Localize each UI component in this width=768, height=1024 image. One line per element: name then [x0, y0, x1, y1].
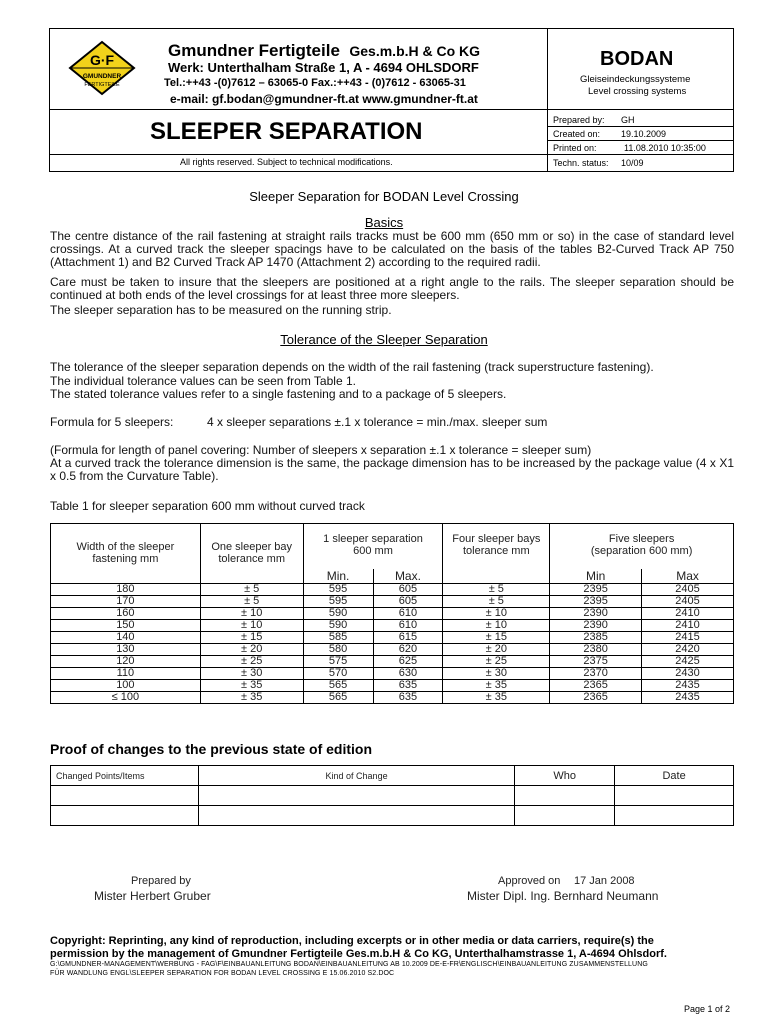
col-changed-points: Changed Points/Items — [51, 766, 199, 786]
tolerance-table — [50, 523, 734, 704]
table-cell: 635 — [373, 691, 443, 703]
prepared-by-sig-label: Prepared by — [131, 875, 191, 887]
table-cell: 160 — [51, 607, 201, 619]
table-cell: 2430 — [642, 667, 734, 679]
table-cell: ± 5 — [200, 583, 303, 595]
approved-on-label: Approved on — [498, 875, 561, 887]
sub-min: Min. — [303, 569, 373, 584]
header-divider — [547, 28, 548, 172]
table-cell: 2385 — [550, 631, 642, 643]
table-cell: 590 — [303, 607, 373, 619]
tolerance-title: Tolerance of the Sleeper Separation — [280, 332, 488, 347]
approved-by-name: Mister Dipl. Ing. Bernhard Neumann — [467, 889, 659, 903]
header-one-bay: One sleeper bay tolerance mm — [200, 524, 303, 584]
table-cell: 2420 — [642, 643, 734, 655]
sub-min-five: Min — [550, 569, 642, 584]
company-phone-fax: Tel.:++43 -(0)7612 – 63065-0 Fax.:++43 - (0)7612 - 63065-31 — [164, 77, 466, 89]
copyright-line-2: permission by the management of Gmundner Fertigteile Ges.m.b.H & Co KG, Unterthalhamstrasse 1, A-4694 Ohlsdorf. — [50, 948, 667, 960]
tolerance-text-2: The individual tolerance values can be seen from Table 1. — [50, 374, 356, 388]
table-cell: 100 — [51, 679, 201, 691]
table-cell: 590 — [303, 619, 373, 631]
sub-max-five: Max — [642, 569, 734, 584]
company-name: Gmundner Fertigteile Ges.m.b.H & Co KG — [168, 41, 481, 60]
table-cell: 2390 — [550, 619, 642, 631]
document-title: SLEEPER SEPARATION — [150, 118, 423, 145]
page-number: Page 1 of 2 — [684, 1004, 731, 1014]
printed-on-label: Printed on: — [553, 143, 597, 153]
table-caption: Table 1 for sleeper separation 600 mm without curved track — [50, 499, 365, 513]
brand-subtitle-en: Level crossing systems — [588, 86, 687, 97]
table-cell: ± 10 — [200, 619, 303, 631]
table-cell: 610 — [373, 619, 443, 631]
table-cell: 610 — [373, 607, 443, 619]
table-cell: 595 — [303, 595, 373, 607]
company-address: Werk: Unterthalham Straße 1, A - 4694 OHLSDORF — [168, 60, 479, 75]
table-cell: 2395 — [550, 583, 642, 595]
company-logo — [62, 40, 142, 106]
sub-max: Max. — [373, 569, 443, 584]
table-cell: ± 35 — [443, 691, 550, 703]
table-cell: 2405 — [642, 583, 734, 595]
brand-name: BODAN — [600, 48, 674, 70]
table-cell: 2405 — [642, 595, 734, 607]
table-cell: ± 35 — [200, 691, 303, 703]
table-cell: 605 — [373, 595, 443, 607]
curved-track-text: At a curved track the tolerance dimension is the same, the package dimension has to be increased by the package value (4 x X1 x 0.5 from the Curvature Table). — [50, 456, 734, 484]
table-cell: ± 30 — [443, 667, 550, 679]
basics-paragraph: The centre distance of the rail fastening at straight rails tracks must be 600 mm (650 mm or so) in the case of standard level crossings. At a curved track the sleeper spacings have to be calculated on the basis of the tables B2-Curved Track AP 750 (Attachment 1) and B2 Curved Track AP 1470 (Attachment 2) according to the required radii. — [50, 229, 734, 270]
header-four-bays: Four sleeper bays tolerance mm — [443, 524, 550, 584]
document-heading: Sleeper Separation for BODAN Level Crossing — [249, 189, 519, 204]
tolerance-text-1: The tolerance of the sleeper separation depends on the width of the rail fastening (track superstructure fastening). — [50, 360, 654, 374]
company-suffix: Ges.m.b.H & Co KG — [349, 43, 481, 59]
table-cell: 2415 — [642, 631, 734, 643]
table-cell: 2395 — [550, 595, 642, 607]
table-cell: 625 — [373, 655, 443, 667]
table-row — [51, 595, 734, 607]
table-cell: ± 10 — [200, 607, 303, 619]
header-five-sleepers: Five sleepers (separation 600 mm) — [550, 524, 734, 569]
table-cell: 2365 — [550, 679, 642, 691]
prepared-by-label: Prepared by: — [553, 115, 605, 125]
table-cell: ± 10 — [443, 619, 550, 631]
techn-status-value: 10/09 — [621, 158, 644, 168]
table-cell: 2375 — [550, 655, 642, 667]
table-cell: 2410 — [642, 619, 734, 631]
table-cell: 565 — [303, 679, 373, 691]
table-cell: 620 — [373, 643, 443, 655]
table-cell: 635 — [373, 679, 443, 691]
table-cell: 150 — [51, 619, 201, 631]
table-cell: 170 — [51, 595, 201, 607]
basics-paragraph-3: The sleeper separation has to be measured on the running strip. — [50, 303, 392, 317]
header-width: Width of the sleeper fastening mm — [51, 524, 201, 584]
table-cell: 630 — [373, 667, 443, 679]
table-cell: 2390 — [550, 607, 642, 619]
table-cell: 605 — [373, 583, 443, 595]
table-row — [51, 679, 734, 691]
table-cell: ± 35 — [443, 679, 550, 691]
table-cell: ± 10 — [443, 607, 550, 619]
table-cell: 120 — [51, 655, 201, 667]
col-date: Date — [615, 766, 734, 786]
rights-notice: All rights reserved. Subject to technical modifications. — [180, 157, 393, 167]
meta-divider — [547, 140, 734, 141]
table-cell: ± 15 — [443, 631, 550, 643]
table-cell: ± 15 — [200, 631, 303, 643]
table-row — [51, 643, 734, 655]
changes-title: Proof of changes to the previous state of edition — [50, 741, 373, 757]
copyright-line-1: Copyright: Reprinting, any kind of reproduction, including excerpts or in other media or data carriers, require(s) the — [50, 935, 654, 947]
logo-line1: GMUNDNER — [82, 73, 122, 80]
brand-subtitle-de: Gleiseindeckungssysteme — [580, 74, 691, 85]
table-cell: ± 35 — [200, 679, 303, 691]
table-cell: ± 20 — [443, 643, 550, 655]
prepared-by-value: GH — [621, 115, 635, 125]
table-cell: 615 — [373, 631, 443, 643]
table-row — [51, 691, 734, 703]
table-row — [51, 607, 734, 619]
header-divider — [49, 109, 734, 110]
table-cell: ± 20 — [200, 643, 303, 655]
table-cell: 585 — [303, 631, 373, 643]
changes-table — [50, 765, 734, 826]
logo-line2: FERTIGTEILE — [84, 82, 120, 88]
created-on-value: 19.10.2009 — [621, 129, 667, 139]
changes-row — [51, 786, 734, 806]
formula-label: Formula for 5 sleepers: — [50, 415, 174, 429]
changes-row — [51, 806, 734, 826]
prepared-by-sig-name: Mister Herbert Gruber — [94, 889, 211, 903]
col-who: Who — [515, 766, 615, 786]
file-path-line-1: G:\GMUNDNER-MANAGEMENT\WERBUNG - FAG\F\EINBAUANLEITUNG BODAN\EINBAUANLEITUNG AB 10.2009 DE-E-FR\ENGLISCH\EINBAUANLEITUNG ZUSAMMENSTELLUNG — [50, 961, 648, 968]
basics-title: Basics — [364, 215, 404, 230]
table-cell: ± 5 — [200, 595, 303, 607]
tolerance-text-3: The stated tolerance values refer to a single fastening and to a package of 5 sleepers. — [50, 387, 507, 401]
table-cell: 110 — [51, 667, 201, 679]
meta-divider — [547, 126, 734, 127]
created-on-label: Created on: — [553, 129, 601, 139]
table-cell: 2435 — [642, 691, 734, 703]
table-cell: 2370 — [550, 667, 642, 679]
table-cell: ± 25 — [200, 655, 303, 667]
header-separation: 1 sleeper separation 600 mm — [303, 524, 443, 569]
header-divider — [49, 154, 734, 155]
table-cell: 580 — [303, 643, 373, 655]
table-cell: 570 — [303, 667, 373, 679]
table-cell: 575 — [303, 655, 373, 667]
table-cell: 140 — [51, 631, 201, 643]
table-cell: 130 — [51, 643, 201, 655]
basics-paragraph-2: Care must be taken to insure that the sleepers are positioned at a right angle to the rails. The sleeper separation should be continued at both ends of the level crossings for at least three more sleepers. — [50, 275, 734, 303]
table-cell: 180 — [51, 583, 201, 595]
logo-letters: G·F — [89, 52, 115, 68]
panel-formula: (Formula for length of panel covering: Number of sleepers x separation ±.1 x tolerance = sleeper sum) — [50, 443, 592, 457]
table-cell: ± 5 — [443, 583, 550, 595]
table-cell: 2365 — [550, 691, 642, 703]
table-cell: 595 — [303, 583, 373, 595]
table-row — [51, 583, 734, 595]
table-cell: ± 30 — [200, 667, 303, 679]
table-cell: ± 25 — [443, 655, 550, 667]
printed-on-value: 11.08.2010 10:35:00 — [624, 143, 706, 153]
table-cell: 2425 — [642, 655, 734, 667]
table-cell: 2435 — [642, 679, 734, 691]
formula-text: 4 x sleeper separations ±.1 x tolerance = min./max. sleeper sum — [207, 415, 548, 429]
approved-on-date: 17 Jan 2008 — [574, 875, 635, 887]
table-row — [51, 619, 734, 631]
company-email-web: e-mail: gf.bodan@gmundner-ft.at www.gmundner-ft.at — [170, 92, 478, 106]
techn-status-label: Techn. status: — [553, 158, 609, 168]
table-row — [51, 631, 734, 643]
col-kind-of-change: Kind of Change — [198, 766, 514, 786]
table-row — [51, 667, 734, 679]
table-cell: 2380 — [550, 643, 642, 655]
table-cell: 2410 — [642, 607, 734, 619]
table-row — [51, 655, 734, 667]
table-cell: 565 — [303, 691, 373, 703]
table-cell: ± 5 — [443, 595, 550, 607]
file-path-line-2: FÜR WANDLUNG ENGL\SLEEPER SEPARATION FOR BODAN LEVEL CROSSING E 15.06.2010 S2.DOC — [50, 970, 395, 977]
table-cell: ≤ 100 — [51, 691, 201, 703]
